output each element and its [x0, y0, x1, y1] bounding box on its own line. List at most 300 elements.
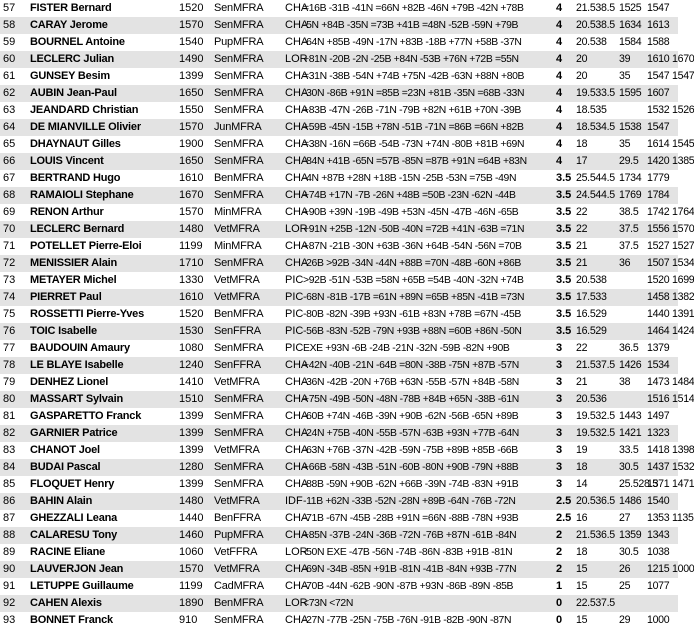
player-name: JEANDARD Christian [30, 104, 139, 116]
points-cell: 4 [556, 53, 563, 65]
tiebreak-2: 26 [619, 563, 631, 575]
tiebreak-2: 1443 [619, 410, 642, 422]
round-results: -63N +76B -37N -42B -59N -75B +89B +85B -66B [303, 445, 518, 456]
rank-cell: 60 [3, 53, 16, 65]
rating-cell: 1330 [179, 274, 204, 286]
tiebreak-3: 1507 1534 [647, 257, 694, 269]
league-cell: CHA [285, 376, 309, 388]
category-cell: VetMFRA [214, 444, 260, 456]
points-cell: 2 [556, 529, 563, 541]
tiebreak-2: 1426 [619, 359, 642, 371]
rating-cell: 1410 [179, 376, 204, 388]
round-results: +66B -58N -43B -51N -60B -80N +90B -79N +88B [303, 462, 519, 473]
rank-cell: 79 [3, 376, 16, 388]
rating-cell: 1610 [179, 291, 204, 303]
league-cell: CHA [285, 614, 309, 626]
rank-cell: 80 [3, 393, 16, 405]
tiebreak-1: 14 [576, 478, 588, 490]
rank-cell: 84 [3, 461, 16, 473]
tiebreak-3: 1323 [647, 427, 670, 439]
tiebreak-3: 1038 [647, 546, 670, 558]
points-cell: 3.5 [556, 291, 572, 303]
round-results: +59B -45N -15B +78N -51B -71N =86B =66N +82B [303, 122, 524, 133]
category-cell: BenMFRA [214, 308, 264, 320]
round-results: -36N -42B -20N +76B +63N -55B -57N +84B -58N [303, 377, 519, 388]
table-row [0, 255, 694, 272]
player-name: GUNSEY Besim [30, 70, 110, 82]
table-row [0, 204, 694, 221]
table-row [0, 476, 694, 493]
league-cell: CHA [285, 580, 309, 592]
tiebreak-1: 15 [576, 580, 588, 592]
rating-cell: 1399 [179, 410, 204, 422]
player-name: LOUIS Vincent [30, 155, 104, 167]
points-cell: 3.5 [556, 274, 572, 286]
rank-cell: 90 [3, 563, 16, 575]
round-results: EXE +93N -6B -24B -21N -32N -59B -82N +90B [303, 343, 510, 354]
player-name: CAHEN Alexis [30, 597, 102, 609]
round-results: -4N +87B +28N +18B -15N -25B -53N =75B -49N [303, 173, 517, 184]
league-cell: CHA [285, 172, 309, 184]
tiebreak-1: 19.532.5 [576, 427, 615, 439]
tiebreak-3: 1784 [647, 189, 670, 201]
rating-cell: 1199 [179, 240, 203, 252]
points-cell: 3.5 [556, 206, 572, 218]
round-results: -70B -44N -62B -90N -87B +93N -86B -89N -85B [303, 581, 514, 592]
table-row [0, 323, 694, 340]
rating-cell: 1199 [179, 580, 203, 592]
tiebreak-3: 1607 [647, 87, 670, 99]
tiebreak-3: 1000 [647, 614, 670, 626]
rating-cell: 1890 [179, 597, 204, 609]
round-results: >92B -51N -53B =58N +65B =54B -40N -32N +74B [303, 275, 524, 286]
table-row [0, 391, 694, 408]
player-name: CHANOT Joel [30, 444, 100, 456]
points-cell: 3.5 [556, 308, 572, 320]
league-cell: CHA [285, 138, 309, 150]
player-name: LECLERC Julian [30, 53, 114, 65]
tiebreak-2: 39 [619, 53, 631, 65]
points-cell: 4 [556, 138, 563, 150]
tiebreak-3: 1420 1385 [647, 155, 694, 167]
player-name: BOURNEL Antoine [30, 36, 125, 48]
tiebreak-2: 29 [619, 614, 631, 626]
player-name: ROSSETTI Pierre-Yves [30, 308, 144, 320]
tiebreak-2: 1421 [619, 427, 642, 439]
points-cell: 3 [556, 376, 563, 388]
category-cell: MinMFRA [214, 240, 262, 252]
tiebreak-1: 22 [576, 342, 588, 354]
tiebreak-1: 20.536 [576, 393, 607, 405]
category-cell: SenMFRA [214, 410, 264, 422]
league-cell: IDF [285, 495, 303, 507]
league-cell: CHA [285, 155, 309, 167]
tiebreak-2: 36 [619, 257, 631, 269]
tiebreak-3: 1779 [647, 172, 670, 184]
category-cell: VetMFRA [214, 291, 260, 303]
league-cell: CHA [285, 427, 309, 439]
table-row [0, 85, 678, 102]
round-results: +87N -21B -30N +63B -36N +64B -54N -56N =70B [303, 241, 522, 252]
player-name: RENON Arthur [30, 206, 104, 218]
league-cell: CHA [285, 359, 309, 371]
league-cell: CHA [285, 461, 309, 473]
category-cell: SenFFRA [214, 359, 261, 371]
rank-cell: 76 [3, 325, 16, 337]
rating-cell: 1710 [179, 257, 204, 269]
rating-cell: 1520 [179, 308, 204, 320]
tiebreak-1: 22 [576, 223, 588, 235]
player-name: LE BLAYE Isabelle [30, 359, 124, 371]
round-results: -26B >92B -34N -44N +88B =70N -48B -60N +86B [303, 258, 521, 269]
player-name: GARNIER Patrice [30, 427, 118, 439]
rating-cell: 1440 [179, 512, 204, 524]
tiebreak-1: 21 [576, 257, 588, 269]
round-results: =31N -38B -54N +74B +75N -42B -63N +88N +80B [303, 71, 525, 82]
player-name: POTELLET Pierre-Eloi [30, 240, 142, 252]
points-cell: 3.5 [556, 189, 572, 201]
tiebreak-1: 18.535 [576, 104, 607, 116]
tiebreak-3: 1610 1670 [647, 53, 694, 65]
table-row [0, 493, 678, 510]
rank-cell: 70 [3, 223, 16, 235]
tiebreak-3: 1527 1527 [647, 240, 694, 252]
tiebreak-2: 35 [619, 70, 631, 82]
tiebreak-2 [619, 595, 648, 612]
tiebreak-1: 16.529 [576, 325, 607, 337]
league-cell: PIC [285, 325, 304, 337]
player-name: CALARESU Tony [30, 529, 118, 541]
tiebreak-2: 30.5 [619, 546, 639, 558]
tiebreak-1: 20.538.5 [576, 19, 615, 31]
tiebreak-3: 1556 1570 [647, 223, 694, 235]
player-name: GHEZZALI Leana [30, 512, 118, 524]
rating-cell: 1650 [179, 155, 204, 167]
player-name: METAYER Michel [30, 274, 117, 286]
table-row [0, 527, 678, 544]
tiebreak-1: 20.536.5 [576, 495, 615, 507]
tiebreak-1: 19.532.5 [576, 410, 615, 422]
points-cell: 3.5 [556, 172, 572, 184]
rating-cell: 1520 [179, 2, 204, 14]
tiebreak-3: 1540 [647, 495, 670, 507]
table-row [0, 136, 694, 153]
points-cell: 4 [556, 36, 563, 48]
points-cell: 3.5 [556, 223, 572, 235]
league-cell: CHA [285, 2, 309, 14]
category-cell: BenFFRA [214, 512, 261, 524]
rating-cell: 1570 [179, 121, 204, 133]
rating-cell: 1570 [179, 19, 204, 31]
player-name: DHAYNAUT Gilles [30, 138, 121, 150]
player-name: BONNET Franck [30, 614, 113, 626]
points-cell: 4 [556, 155, 563, 167]
tiebreak-3 [647, 595, 678, 612]
player-name: CARAY Jerome [30, 19, 108, 31]
category-cell: BenMFRA [214, 597, 264, 609]
rank-cell: 66 [3, 155, 16, 167]
rank-cell: 67 [3, 172, 16, 184]
category-cell: VetMFRA [214, 223, 260, 235]
round-results: +91N +25B -12N -50B -40N =72B +41N -63B =71N [303, 224, 525, 235]
rating-cell: 1670 [179, 189, 204, 201]
league-cell: CHA [285, 36, 309, 48]
league-cell: PIC [285, 274, 304, 286]
round-results: -11B +62N -33B -52N -28N +89B -64N -76B -72N [303, 496, 516, 507]
player-name: LETUPPE Guillaume [30, 580, 134, 592]
rank-cell: 89 [3, 546, 16, 558]
player-name: AUBIN Jean-Paul [30, 87, 117, 99]
points-cell: 3 [556, 393, 563, 405]
player-name: BAHIN Alain [30, 495, 93, 507]
round-results: -56B -83N -52B -79N +93B +88N =60B +86N -50N [303, 326, 522, 337]
round-results: -84N +41B -65N =57B -85N =87B +91N =64B +83N [303, 156, 527, 167]
rating-cell: 1060 [179, 546, 204, 558]
tiebreak-3: 1516 1514 [647, 393, 694, 405]
round-results: +90B +39N -19B -49B +53N -45N -47B -46N -65B [303, 207, 519, 218]
round-results: =38N -16N =66B -54B -73N +74N -80B +81B +69N [303, 139, 525, 150]
points-cell: 4 [556, 87, 563, 99]
table-row [0, 425, 678, 442]
rank-cell: 61 [3, 70, 16, 82]
rank-cell: 68 [3, 189, 16, 201]
table-row [0, 119, 678, 136]
league-cell: CHA [285, 393, 309, 405]
tiebreak-3: 1497 [647, 410, 670, 422]
rank-cell: 72 [3, 257, 16, 269]
table-row [0, 0, 678, 17]
points-cell: 4 [556, 121, 563, 133]
rank-cell: 77 [3, 342, 16, 354]
tiebreak-1: 25.544.5 [576, 172, 615, 184]
tiebreak-3: 1464 1424 [647, 325, 694, 337]
round-results: -64N +85B -49N -17N +83B -18B +77N +58B -37N [303, 37, 522, 48]
category-cell: VetMFRA [214, 376, 260, 388]
round-results: -68N -81B -17B =61N +89N =65B +85N -41B =73N [303, 292, 525, 303]
table-row [0, 187, 678, 204]
rating-cell: 1650 [179, 87, 204, 99]
tiebreak-1: 15 [576, 563, 588, 575]
table-row [0, 289, 694, 306]
table-row [0, 459, 694, 476]
tiebreak-3: 1353 1135 [647, 512, 694, 524]
tiebreak-3: 1077 [647, 580, 670, 592]
tiebreak-3: 1437 1532 [647, 461, 694, 473]
points-cell: 3 [556, 342, 563, 354]
tiebreak-3: 1547 [647, 121, 670, 133]
tiebreak-2: 37.5 [619, 240, 639, 252]
tiebreak-3: 1614 1545 [647, 138, 694, 150]
table-row [0, 561, 694, 578]
table-row [0, 578, 678, 595]
table-row [0, 34, 678, 51]
points-cell: 2.5 [556, 512, 572, 524]
rating-cell: 1570 [179, 563, 204, 575]
table-row [0, 68, 694, 85]
rating-cell: 1510 [179, 393, 204, 405]
tiebreak-3: 1371 1471 [647, 478, 694, 490]
tiebreak-2: 1525 [619, 2, 642, 14]
rating-cell: 1240 [179, 359, 204, 371]
round-results: -5N +84B -35N =73B +41B =48N -52B -59N +79B [303, 20, 519, 31]
category-cell: SenMFRA [214, 155, 264, 167]
rank-cell: 71 [3, 240, 16, 252]
rank-cell: 74 [3, 291, 16, 303]
rating-cell: 1480 [179, 223, 204, 235]
rating-cell: 910 [179, 614, 198, 626]
rating-cell: 1460 [179, 529, 204, 541]
category-cell: VetMFRA [214, 563, 260, 575]
rating-cell: 1900 [179, 138, 204, 150]
tiebreak-1: 18 [576, 546, 588, 558]
tiebreak-3: 1458 1382 [647, 291, 694, 303]
category-cell: SenMFRA [214, 70, 264, 82]
rank-cell: 64 [3, 121, 16, 133]
tiebreak-1: 21.538.5 [576, 2, 615, 14]
round-results: -71B -67N -45B -28B +91N =66N -88B -78N +93B [303, 513, 519, 524]
round-results: +74B +17N -7B -26N +48B =50B -23N -62N -44B [303, 190, 516, 201]
points-cell: 0 [556, 597, 563, 609]
tiebreak-3: 1534 [647, 359, 670, 371]
tiebreak-2: 38 [619, 376, 631, 388]
tiebreak-3: 1613 [647, 19, 670, 31]
category-cell: SenMFRA [214, 19, 264, 31]
tiebreak-2: 1634 [619, 19, 642, 31]
table-row [0, 306, 694, 323]
points-cell: 3.5 [556, 240, 572, 252]
category-cell: SenMFRA [214, 393, 264, 405]
points-cell: 3.5 [556, 325, 572, 337]
tiebreak-2 [619, 323, 648, 340]
round-results: <73N <72N [303, 598, 353, 609]
rank-cell: 93 [3, 614, 16, 626]
tiebreak-3: 1473 1484 [647, 376, 694, 388]
table-row [0, 544, 678, 561]
table-row [0, 17, 678, 34]
league-cell: CHA [285, 444, 309, 456]
tiebreak-3: 1520 1699 [647, 274, 694, 286]
rating-cell: 1550 [179, 104, 204, 116]
table-row [0, 408, 678, 425]
tiebreak-2: 1584 [619, 36, 642, 48]
tiebreak-1: 21.537.5 [576, 359, 615, 371]
league-cell: CHA [285, 529, 309, 541]
table-row [0, 153, 694, 170]
round-results: +81N -20B -2N -25B +84N -53B +76N +72B =55N [303, 54, 519, 65]
category-cell: SenMFRA [214, 478, 264, 490]
rank-cell: 65 [3, 138, 16, 150]
table-row [0, 238, 694, 255]
table-row [0, 51, 694, 68]
round-results: -60B +74N -46B -39N +90B -62N -56B -65N +89B [303, 411, 519, 422]
rank-cell: 88 [3, 529, 16, 541]
rank-cell: 69 [3, 206, 16, 218]
league-cell: CHA [285, 563, 309, 575]
tiebreak-2 [619, 102, 648, 119]
tiebreak-2: 25 [619, 580, 631, 592]
rating-cell: 1540 [179, 36, 204, 48]
player-name: PIERRET Paul [30, 291, 102, 303]
league-cell: PIC [285, 291, 304, 303]
points-cell: 3 [556, 444, 563, 456]
category-cell: SenMFRA [214, 189, 264, 201]
rating-cell: 1570 [179, 206, 204, 218]
round-results: +42N -40B -21N -64B =80N -38B -75N +87B -57N [303, 360, 519, 371]
table-row [0, 340, 678, 357]
tiebreak-3: 1418 1398 [647, 444, 694, 456]
league-cell: LOR [285, 53, 308, 65]
rank-cell: 83 [3, 444, 16, 456]
tiebreak-1: 16 [576, 512, 588, 524]
rating-cell: 1399 [179, 70, 204, 82]
tiebreak-2: 1734 [619, 172, 642, 184]
points-cell: 4 [556, 19, 563, 31]
points-cell: 4 [556, 2, 563, 14]
table-row [0, 272, 694, 289]
category-cell: SenMFRA [214, 138, 264, 150]
table-row [0, 510, 694, 527]
tiebreak-2: 25.528.5 [619, 478, 658, 490]
league-cell: CHA [285, 410, 309, 422]
tiebreak-2: 36.5 [619, 342, 639, 354]
tiebreak-1: 16.529 [576, 308, 607, 320]
rating-cell: 1080 [179, 342, 204, 354]
tiebreak-1: 17.533 [576, 291, 607, 303]
rating-cell: 1480 [179, 495, 204, 507]
rank-cell: 58 [3, 19, 16, 31]
player-name: DENHEZ Lionel [30, 376, 109, 388]
rank-cell: 73 [3, 274, 16, 286]
tiebreak-1: 21 [576, 240, 588, 252]
tiebreak-1: 20.538 [576, 274, 607, 286]
category-cell: VetMFRA [214, 274, 260, 286]
rating-cell: 1399 [179, 478, 204, 490]
category-cell: SenMFRA [214, 53, 264, 65]
rank-cell: 63 [3, 104, 16, 116]
tiebreak-3: 1440 1391 [647, 308, 694, 320]
player-name: MASSART Sylvain [30, 393, 123, 405]
rank-cell: 85 [3, 478, 16, 490]
round-results: -24N +75B -40N -55B -57N -63B +93N +77B -64N [303, 428, 519, 439]
points-cell: 4 [556, 104, 563, 116]
player-name: RACINE Eliane [30, 546, 106, 558]
tiebreak-1: 15 [576, 614, 588, 626]
player-name: RAMAIOLI Stephane [30, 189, 134, 201]
tiebreak-2: 1359 [619, 529, 642, 541]
category-cell: SenMFRA [214, 614, 264, 626]
category-cell: SenMFRA [214, 87, 264, 99]
category-cell: SenFFRA [214, 325, 261, 337]
league-cell: CHA [285, 240, 309, 252]
table-row [0, 357, 678, 374]
table-row [0, 442, 694, 459]
tiebreak-1: 20 [576, 53, 588, 65]
rating-cell: 1610 [179, 172, 204, 184]
player-name: LAUVERJON Jean [30, 563, 124, 575]
league-cell: PIC [285, 308, 304, 320]
category-cell: JunMFRA [214, 121, 262, 133]
category-cell: PupMFRA [214, 529, 264, 541]
category-cell: SenMFRA [214, 461, 264, 473]
rating-cell: 1280 [179, 461, 204, 473]
points-cell: 1 [556, 580, 563, 592]
rank-cell: 92 [3, 597, 16, 609]
tiebreak-1: 20.538 [576, 36, 607, 48]
league-cell: CHA [285, 19, 309, 31]
category-cell: VetMFRA [214, 495, 260, 507]
round-results: +85N -37B -24N -36B -72N -76B +87N -61B -84N [303, 530, 517, 541]
rank-cell: 82 [3, 427, 16, 439]
